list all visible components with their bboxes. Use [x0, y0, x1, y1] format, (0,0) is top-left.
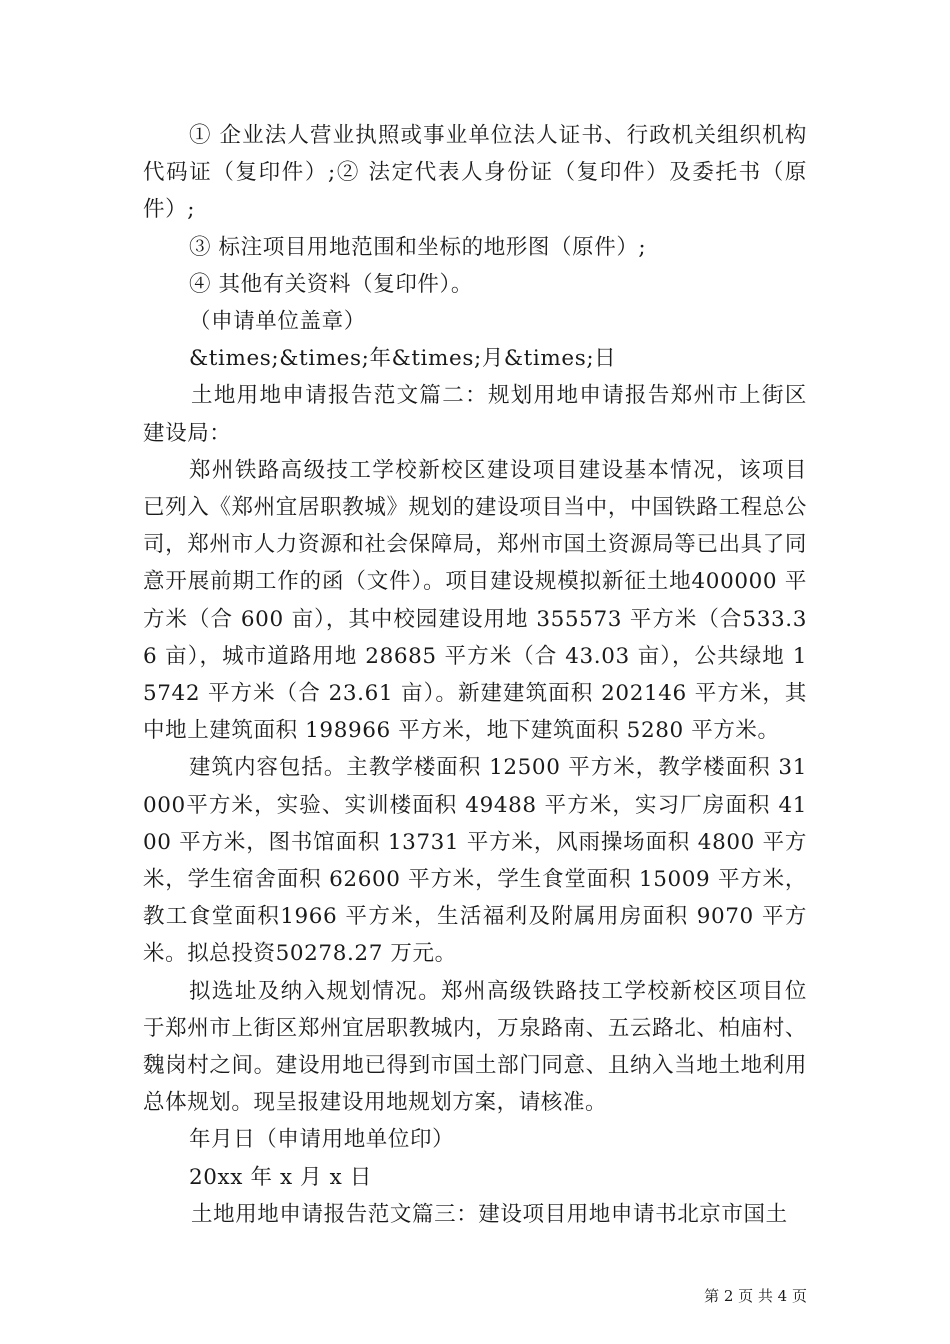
- paragraph-seal-note: （申请单位盖章）: [189, 309, 366, 335]
- paragraph-section-three-heading: 土地用地申请报告范文篇三：建设项目用地申请书北京市国土: [191, 1201, 788, 1227]
- paragraph-project-overview: 郑州铁路高级技工学校新校区建设项目建设基本情况，该项目已列入《郑州宜居职教城》规划的建设项目当中，中国铁路工程总公司，郑州市人力资源和社会保障局，郑州市国土资源局等已出具了同意开展前期工作的函（文件）。项目建设规模拟新征土地400000 平方米（合 600 亩），其中校园建设用地 355573 平方米（合533.36 亩），城市道路用地 28685 平方米（合 43.03 亩），公共绿地 15742 平方米（合 23.61 亩）。新建建筑面积 202146 平方米，其中地上建筑面积 198966 平方米，地下建筑面积 5280 平方米。: [143, 457, 807, 744]
- paragraph-attachments-1: ① 企业法人营业执照或事业单位法人证书、行政机关组织机构代码证（复印件）;② 法定代表人身份证（复印件）及委托书（原件）;: [143, 123, 807, 223]
- paragraph-site-selection: 拟选址及纳入规划情况。郑州高级铁路技工学校新校区项目位于郑州市上街区郑州宜居职教城内，万泉路南、五云路北、柏庙村、魏岗村之间。建设用地已得到市国土部门同意、且纳入当地土地利用总体规划。现呈报建设用地规划方案，请核准。: [143, 978, 807, 1116]
- document-body: [143, 117, 807, 1233]
- paragraph-attachments-4: ④ 其他有关资料（复印件）。: [189, 271, 473, 297]
- paragraph-date-placeholder: &times;&times;年&times;月&times;日: [189, 346, 617, 372]
- paragraph-date: 20xx 年 x 月 x 日: [189, 1164, 372, 1190]
- page-number: 第 2 页 共 4 页: [704, 1287, 807, 1305]
- paragraph-building-contents: 建筑内容包括。主教学楼面积 12500 平方米，教学楼面积 31000平方米，实验、实训楼面积 49488 平方米，实习厂房面积 4100 平方米，图书馆面积 13731 平方米，风雨操场面积 4800 平方米，学生宿舍面积 62600 平方米，学生食堂面积 15009 平方米，教工食堂面积1966 平方米，生活福利及附属用房面积 9070 平方米。拟总投资50278.27 万元。: [143, 755, 807, 967]
- paragraph-section-two-heading: 土地用地申请报告范文篇二：规划用地申请报告郑州市上街区建设局：: [143, 383, 807, 446]
- paragraph-signature-line: 年月日（申请用地单位印）: [189, 1127, 455, 1153]
- paragraph-attachments-3: ③ 标注项目用地范围和坐标的地形图（原件）;: [189, 234, 647, 260]
